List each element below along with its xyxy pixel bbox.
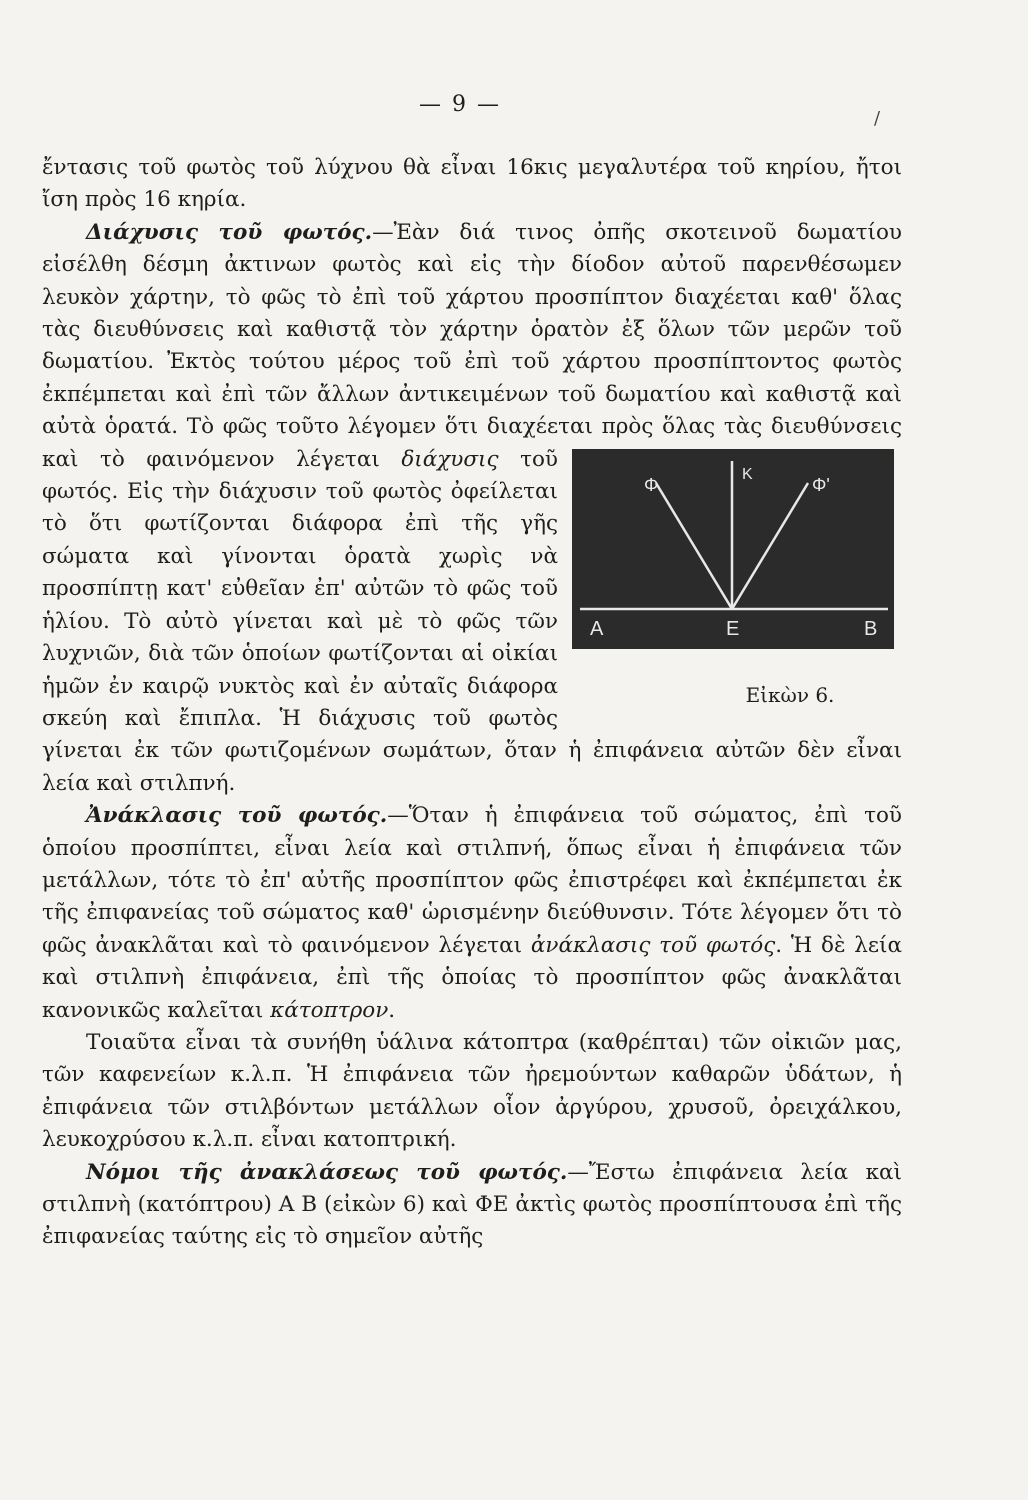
term-reflection: ἀνάκλασις τοῦ φωτός [530,932,776,958]
figure-6 [572,449,894,711]
term-mirror: κάτοπτρον [270,997,389,1023]
margin-mark: / [874,108,881,129]
diffusion-text-a: —Ἐὰν διά τινος ὀπῆς σκοτεινοῦ δωματίου εἰσέλθη δέσμη ἀκτινων φωτὸς καὶ εἰς τὴν δίοδον αὐτοῦ παρενθέσωμεν λευκὸν χάρτην, τὸ φῶς τὸ ἐπὶ τοῦ χάρτου προσπίπτον διαχέεται καθ' ὅλας τὰς διευθύνσεις καὶ καθιστᾷ τὸν χάρτην ὁρατὸν ἐξ ὅλων τῶν μερῶν τοῦ δωματίου. Ἐκτὸς τούτου μέρος τοῦ ἐπὶ τοῦ χάρτου προσπίπτοντος φωτὸς ἐκπέμπεται καὶ ἐπὶ τῶν ἄλλων ἀντικειμένων τοῦ δωματίου καὶ καθιστᾷ καὶ αὐτὰ ὁρατά. Τὸ φῶς τοῦτο λέγομεν ὅτι διαχέεται πρὸς ὅλας τὰς διευθύνσεις καὶ τὸ φαινόμενον λέγεται [42,219,902,472]
diffusion-text-b: τοῦ φωτός. Εἰς τὴν διάχυσιν τοῦ φωτὸς ὀφείλεται τὸ ὅτι φωτίζονται διάφορα ἐπὶ τῆς γῆς σώματα καὶ γίνονται ὁρατὰ χωρὶς νὰ προσπίπτῃ κατ' εὐθεῖαν ἐπ' αὐτῶν τὸ φῶς τοῦ ἡλίου. Τὸ αὐτὸ γίνεται καὶ μὲ τὸ φῶς τῶν λυχνιῶν, διὰ τῶν ὁποίων φωτίζονται αἱ οἰκίαι ἡμῶν ἐν καιρῷ νυκτὸς καὶ ἐν αὐταῖς διάφορα σκεύη καὶ ἔπιπλα. Ἡ διάχυσις τοῦ φωτὸς γίνεται ἐκ τῶν φωτιζομένων σωμάτων, ὅταν ἡ ἐπιφάνεια αὐτῶν δὲν εἶναι λεία καὶ στιλπνή. [42,446,902,796]
label-a: Α [590,617,604,640]
paragraph-laws [42,1157,902,1254]
paragraph-mirrors: Τοιαῦτα εἶναι τὰ συνήθη ὑάλινα κάτοπτρα (καθρέπται) τῶν οἰκιῶν μας, τῶν καφενείων κ.λ.π. Ἡ ἐπιφάνεια τῶν ἠρεμούντων καθαρῶν ὑδάτων, ἡ ἐπιφάνεια τῶν στιλβόντων μετάλλων οἷον ἀργύρου, χρυσοῦ, ὀρειχάλκου, λευκοχρύσου κ.λ.π. εἶναι κατοπτρική. [42,1029,902,1153]
figure-caption: Εἰκὼν 6. [745,682,835,707]
term-diffusion: διάχυσις [401,446,499,472]
label-phi: Φ [644,474,659,495]
label-e: Ε [726,617,740,640]
reflection-text-a: —Ὅταν ἡ ἐπιφάνεια τοῦ σώματος, ἐπὶ τοῦ ὁποίου προσπίπτει, εἶναι λεία καὶ στιλπνή, ὅπως εἶναι ἡ ἐπιφάνεια τῶν μετάλλων, τότε τὸ ἐπ' αὐτῆς προσπίπτον φῶς ἐπιστρέφει καὶ ἐκπέμπεται ἐκ τῆς ἐπιφανείας τοῦ σώματος καθ' ὡρισμένην διεύθυνσιν. Τότε λέγομεν ὅτι τὸ φῶς ἀνακλᾶται καὶ τὸ φαινόμενον λέγεται [42,803,902,958]
heading-laws: Νόμοι τῆς ἀνακλάσεως τοῦ φωτός. [86,1159,568,1185]
label-b: Β [864,617,878,640]
label-kappa: Κ [742,465,753,483]
paragraph-reflection [42,800,902,1027]
reflection-diagram [572,449,894,649]
page-number: — 9 — [419,92,501,117]
reflection-text-b: . Ἡ δὲ λεία καὶ στιλπνὴ ἐπιφάνεια, ἐπὶ τῆς ὁποίας τὸ προσπίπτον φῶς ἀνακλᾶται κανονικῶς καλεῖται [42,932,902,1023]
page-body [42,152,902,1254]
paragraph-intensity: ἔντασις τοῦ φωτὸς τοῦ λύχνου θὰ εἶναι 16κις μεγαλυτέρα τοῦ κηρίου, ἤτοι ἴση πρὸς 16 κηρία. [42,155,902,213]
paragraph-diffusion [42,217,902,800]
heading-reflection: Ἀνάκλασις τοῦ φωτός. [86,803,388,829]
heading-diffusion: Διάχυσις τοῦ φωτός. [86,219,373,245]
label-phi-prime: Φ' [812,474,830,495]
laws-text: —Ἔστω ἐπιφάνεια λεία καὶ στιλπνὴ (κατόπτρου) Α Β (εἰκὼν 6) καὶ ΦΕ ἀκτὶς φωτὸς προσπίπτουσα ἐπὶ τῆς ἐπιφανείας ταύτης εἰς τὸ σημεῖον αὐτῆς [42,1159,902,1250]
reflection-text-c: . [388,997,396,1023]
